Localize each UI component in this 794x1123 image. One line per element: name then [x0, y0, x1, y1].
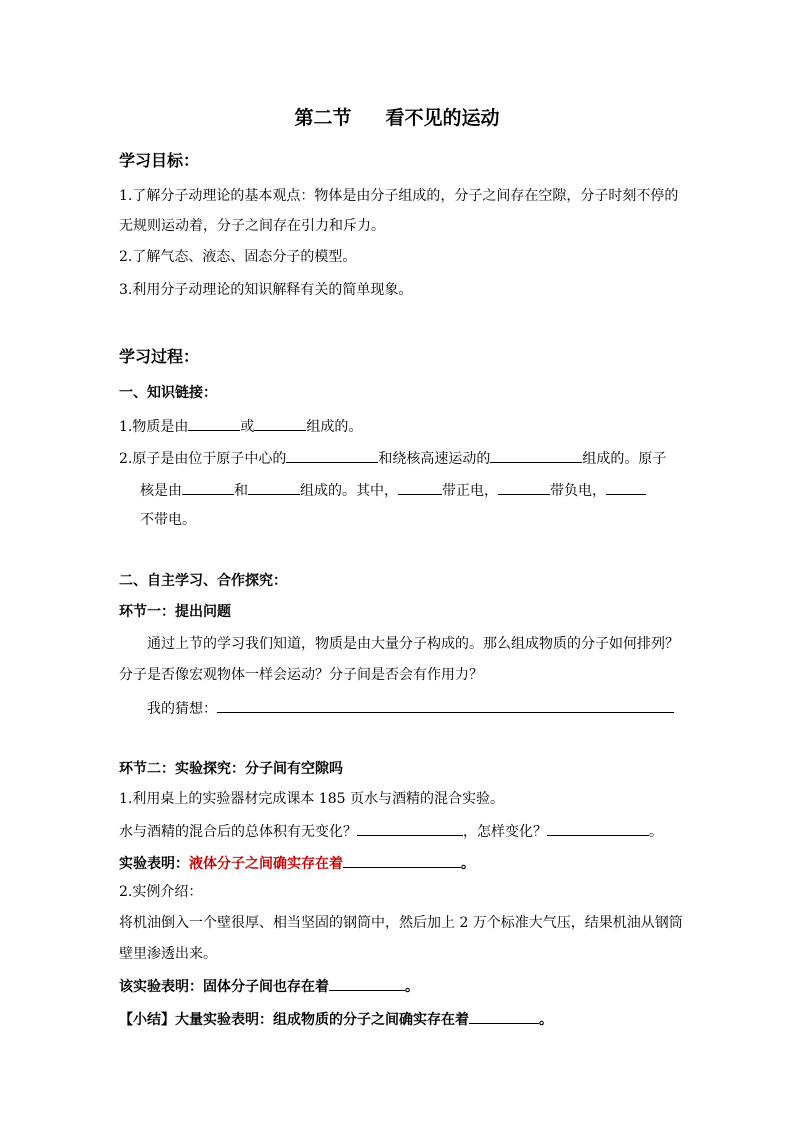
- fill-blank[interactable]: [254, 416, 306, 431]
- title-section-name: 看不见的运动: [385, 107, 500, 129]
- fill-blank[interactable]: [498, 480, 550, 495]
- objective-line: 2.了解气态、液态、固态分子的模型。: [119, 249, 357, 265]
- page-title: [0, 106, 794, 130]
- fill-blank[interactable]: [188, 416, 240, 431]
- fill-blank[interactable]: [248, 480, 300, 495]
- solid-result: 该实验表明：固体分子间也存在着 。: [119, 976, 419, 996]
- liquid-gap-statement: 液体分子之间确实存在着: [189, 856, 343, 872]
- step1-paragraph: 分子是否像宏观物体一样会运动？分子间是否会有作用力？: [119, 667, 483, 683]
- fill-blank[interactable]: [606, 480, 646, 495]
- step1-paragraph: 通过上节的学习我们知道，物质是由大量分子构成的。那么组成物质的分子如何排列？: [147, 636, 679, 652]
- fill-blank[interactable]: [469, 1009, 539, 1024]
- question-2: 2.原子是由位于原子中心的 和绕核高速运动的 组成的。原子: [119, 448, 666, 468]
- process-heading: 学习过程：: [119, 347, 200, 366]
- question-2-end: 不带电。: [140, 512, 196, 528]
- volume-question: 水与酒精的混合后的总体积有无变化？ ，怎样变化？ 。: [119, 821, 663, 841]
- title-section-number: 第二节: [294, 107, 352, 129]
- knowledge-link-heading: 一、知识链接：: [119, 385, 217, 401]
- step2-heading: 环节二：实验探究：分子间有空隙吗: [119, 761, 343, 777]
- fill-blank[interactable]: [343, 853, 461, 868]
- self-study-heading: 二、自主学习、合作探究：: [119, 573, 287, 589]
- experiment-result: 实验表明：液体分子之间确实存在着 。: [119, 853, 475, 873]
- question-1: 1.物质是由 或 组成的。: [119, 416, 362, 436]
- guess-answer-line[interactable]: [217, 698, 674, 713]
- question-2-cont: 核是由 和 组成的。其中， 带正电， 带负电，: [140, 480, 646, 500]
- example-text: 将机油倒入一个壁很厚、相当坚固的钢筒中，然后加上 2 万个标准大气压，结果机油从钢筒: [119, 915, 683, 931]
- fill-blank[interactable]: [547, 821, 649, 836]
- guess-line: 我的猜想：: [147, 698, 674, 718]
- fill-blank[interactable]: [286, 448, 378, 463]
- fill-blank[interactable]: [398, 480, 442, 495]
- objective-line: 3.利用分子动理论的知识解释有关的简单现象。: [119, 282, 413, 298]
- objective-line: 1.了解分子动理论的基本观点：物体是由分子组成的，分子之间存在空隙，分子时刻不停的: [119, 188, 679, 204]
- summary: 【小结】大量实验表明：组成物质的分子之间确实存在着 。: [119, 1009, 553, 1029]
- fill-blank[interactable]: [182, 480, 234, 495]
- fill-blank[interactable]: [329, 976, 405, 991]
- step2-item-1: 1.利用桌上的实验器材完成课本 185 页水与酒精的混合实验。: [119, 791, 504, 807]
- objectives-heading: 学习目标：: [119, 151, 200, 170]
- example-text: 壁里渗透出来。: [119, 946, 217, 962]
- fill-blank[interactable]: [490, 448, 582, 463]
- step2-item-2: 2.实例介绍：: [119, 884, 203, 900]
- fill-blank[interactable]: [357, 821, 463, 836]
- objective-line: 无规则运动着，分子之间存在引力和斥力。: [119, 218, 385, 234]
- step1-heading: 环节一：提出问题: [119, 604, 231, 620]
